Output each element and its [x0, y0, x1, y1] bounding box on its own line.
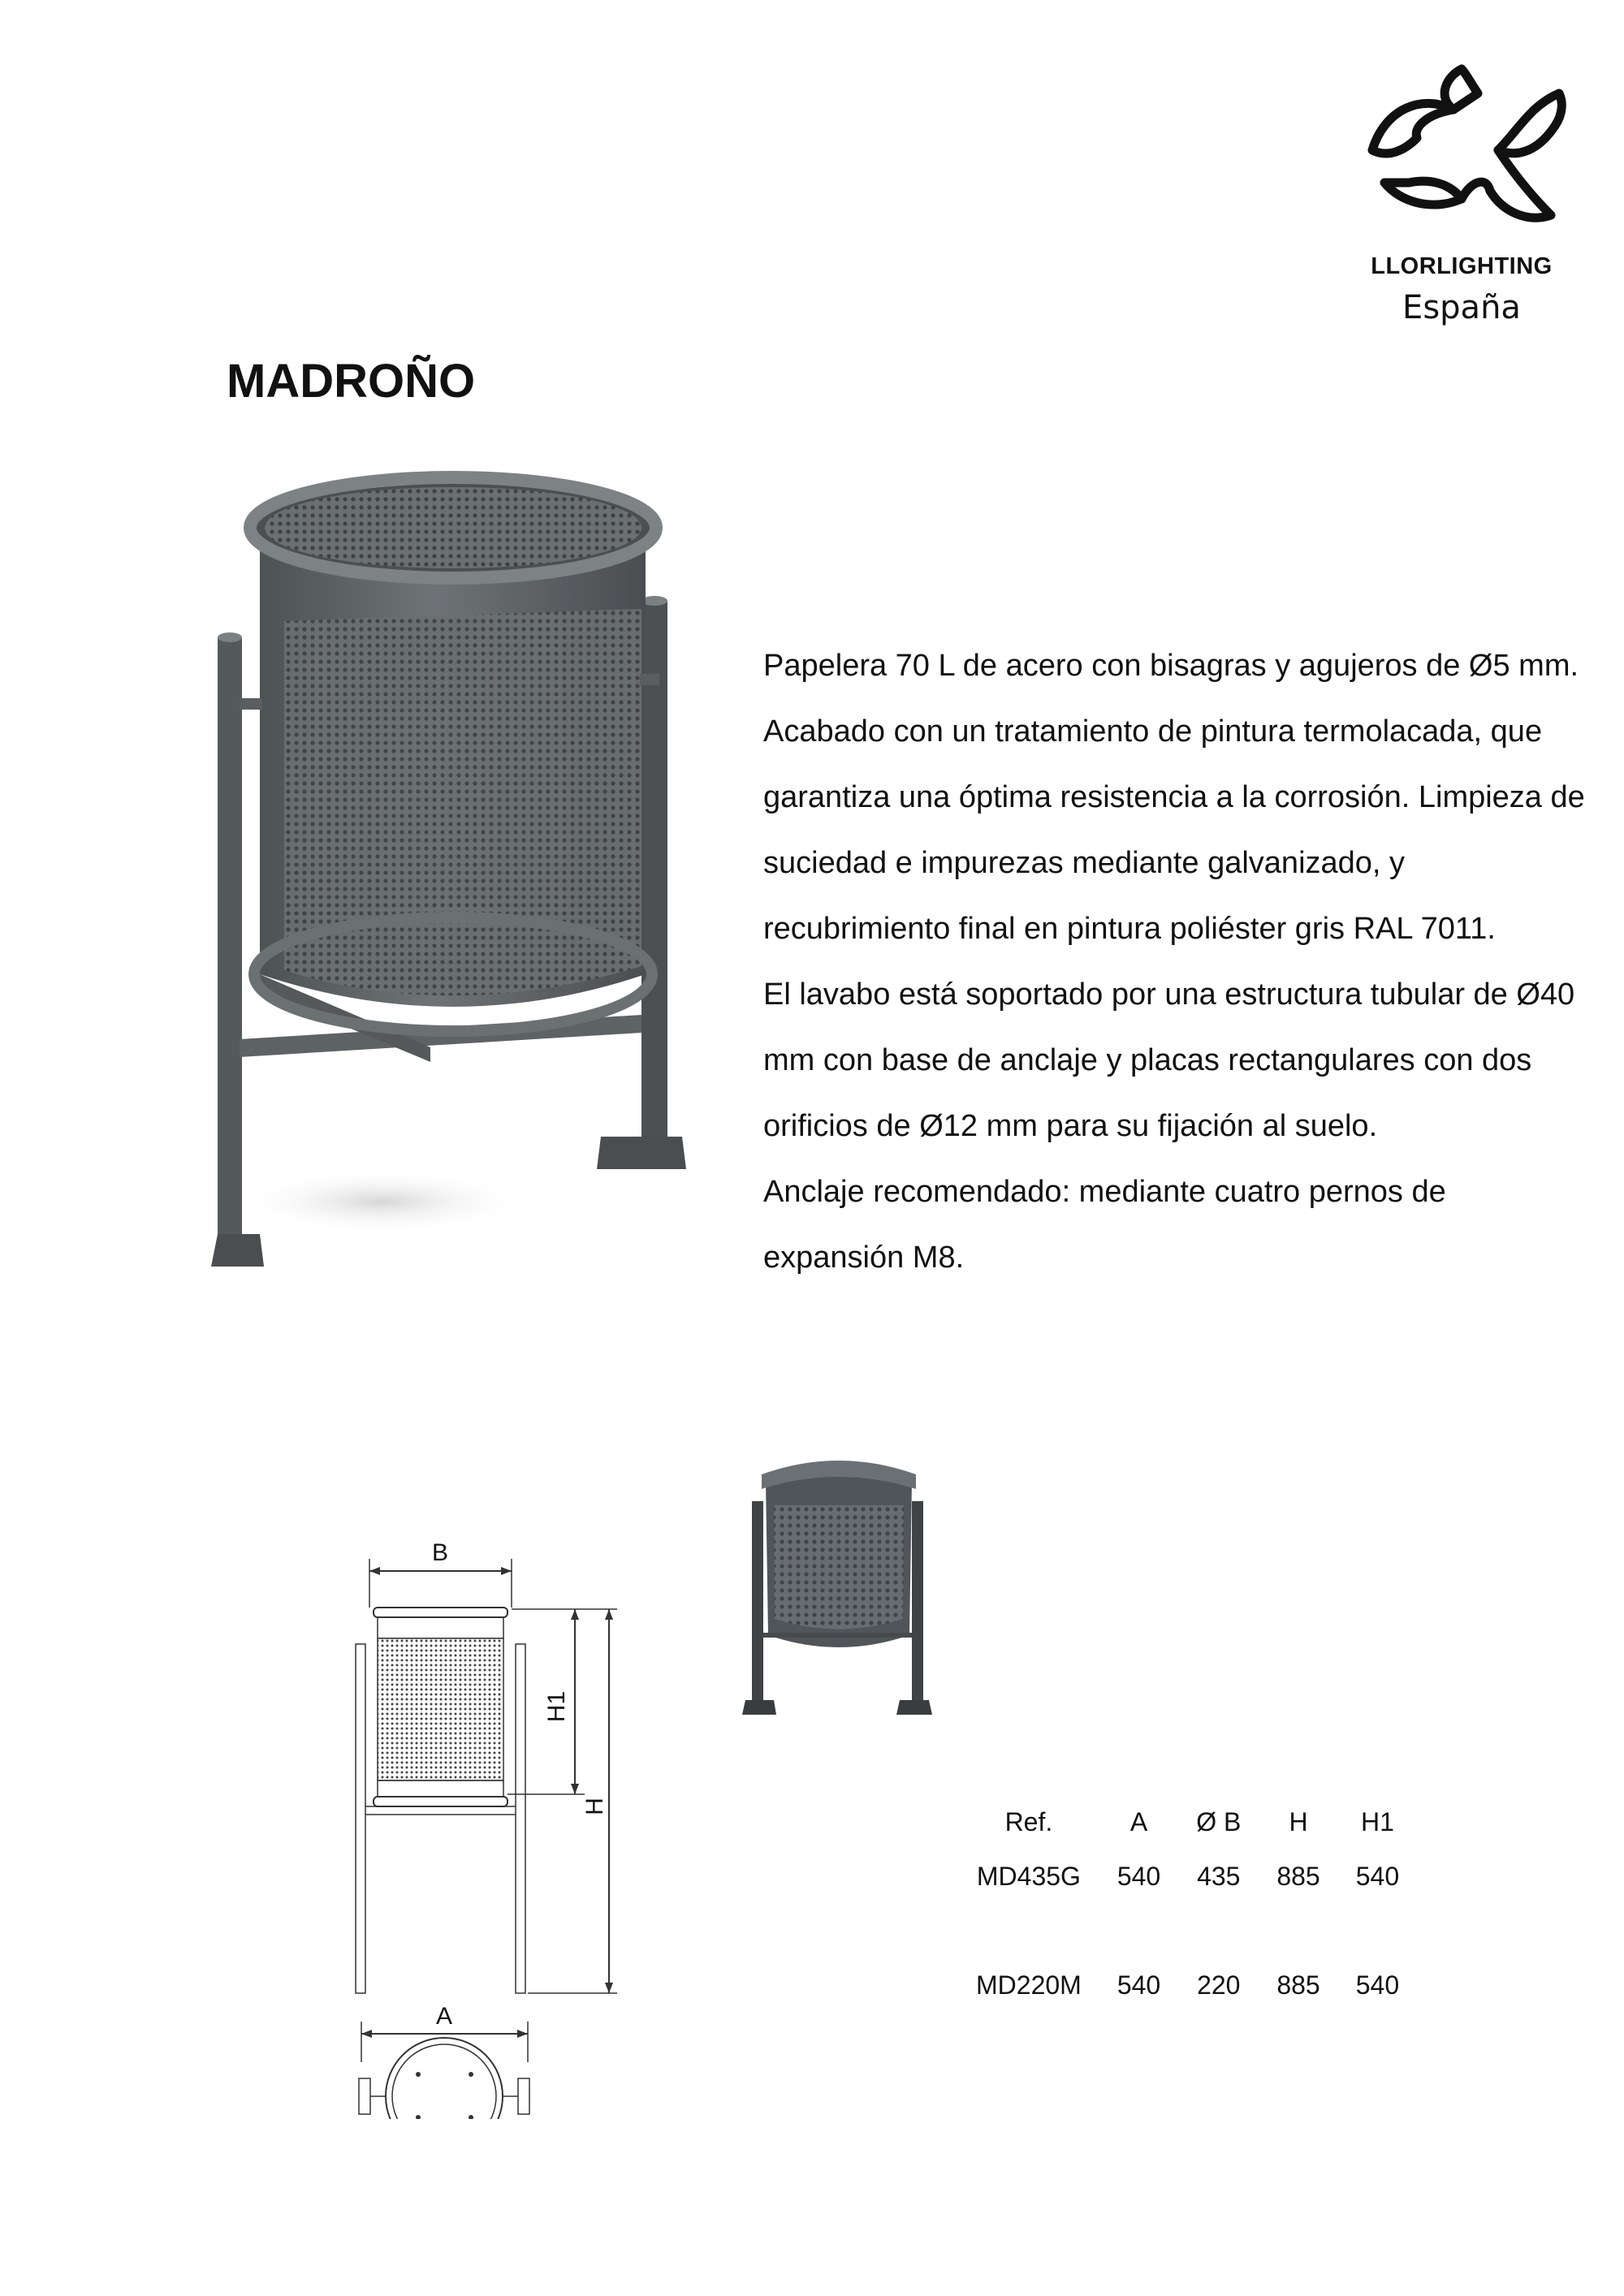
product-photo: [146, 455, 731, 1396]
cell-h: 885: [1276, 1970, 1320, 2000]
cell-h1: 540: [1355, 1861, 1400, 1891]
cell-h: 885: [1276, 1861, 1320, 1891]
dim-label-h: H: [581, 1798, 608, 1815]
col-header-b: Ø B: [1196, 1806, 1242, 1836]
dim-label-b: B: [431, 1539, 449, 1566]
table-header-row: [958, 1794, 1417, 1849]
technical-drawing: [341, 1526, 698, 2119]
cell-ref: MD220M: [976, 1970, 1082, 2000]
cell-h1: 540: [1355, 1970, 1400, 2000]
brand-name: LLORLIGHTING: [1371, 253, 1553, 279]
col-header-h1: H1: [1360, 1806, 1394, 1836]
spec-table: [958, 1794, 1417, 2012]
cell-b: 435: [1197, 1861, 1241, 1891]
table-row: [958, 1958, 1417, 2012]
col-header-h: H: [1289, 1806, 1308, 1836]
table-spacer-row: [958, 1903, 1417, 1958]
col-header-a: A: [1129, 1806, 1148, 1836]
description-paragraph-3: Anclaje recomendado: mediante cuatro pernos de expansión M8.: [763, 1175, 1446, 1275]
col-header-ref: Ref.: [1004, 1806, 1053, 1836]
product-description: [763, 633, 1592, 1291]
cell-b: 220: [1197, 1970, 1241, 2000]
description-paragraph-1: Papelera 70 L de acero con bisagras y agujeros de Ø5 mm. Acabado con un tratamiento de pintura termolacada, que garantiza una óptima resistencia a la corrosión. Limpieza de suciedad e impurezas mediante galvanizado, y recubrimiento final en pintura poliéster gris RAL 7011.: [763, 649, 1585, 946]
cell-a: 540: [1116, 1970, 1161, 2000]
cell-ref: MD435G: [976, 1861, 1081, 1891]
description-paragraph-2: El lavabo está soportado por una estructura tubular de Ø40 mm con base de anclaje y placas rectangulares con dos orificios de Ø12 mm para su fijación al suelo.: [763, 978, 1575, 1143]
page-title: MADROÑO: [227, 355, 476, 408]
dim-label-a: A: [435, 2003, 453, 2030]
brand-country: España: [1402, 289, 1521, 326]
brand-logo-icon: [1356, 61, 1567, 240]
dim-label-h1: H1: [543, 1690, 570, 1723]
product-photo-small: [737, 1457, 940, 1746]
cell-a: 540: [1116, 1861, 1161, 1891]
table-row: [958, 1849, 1417, 1903]
